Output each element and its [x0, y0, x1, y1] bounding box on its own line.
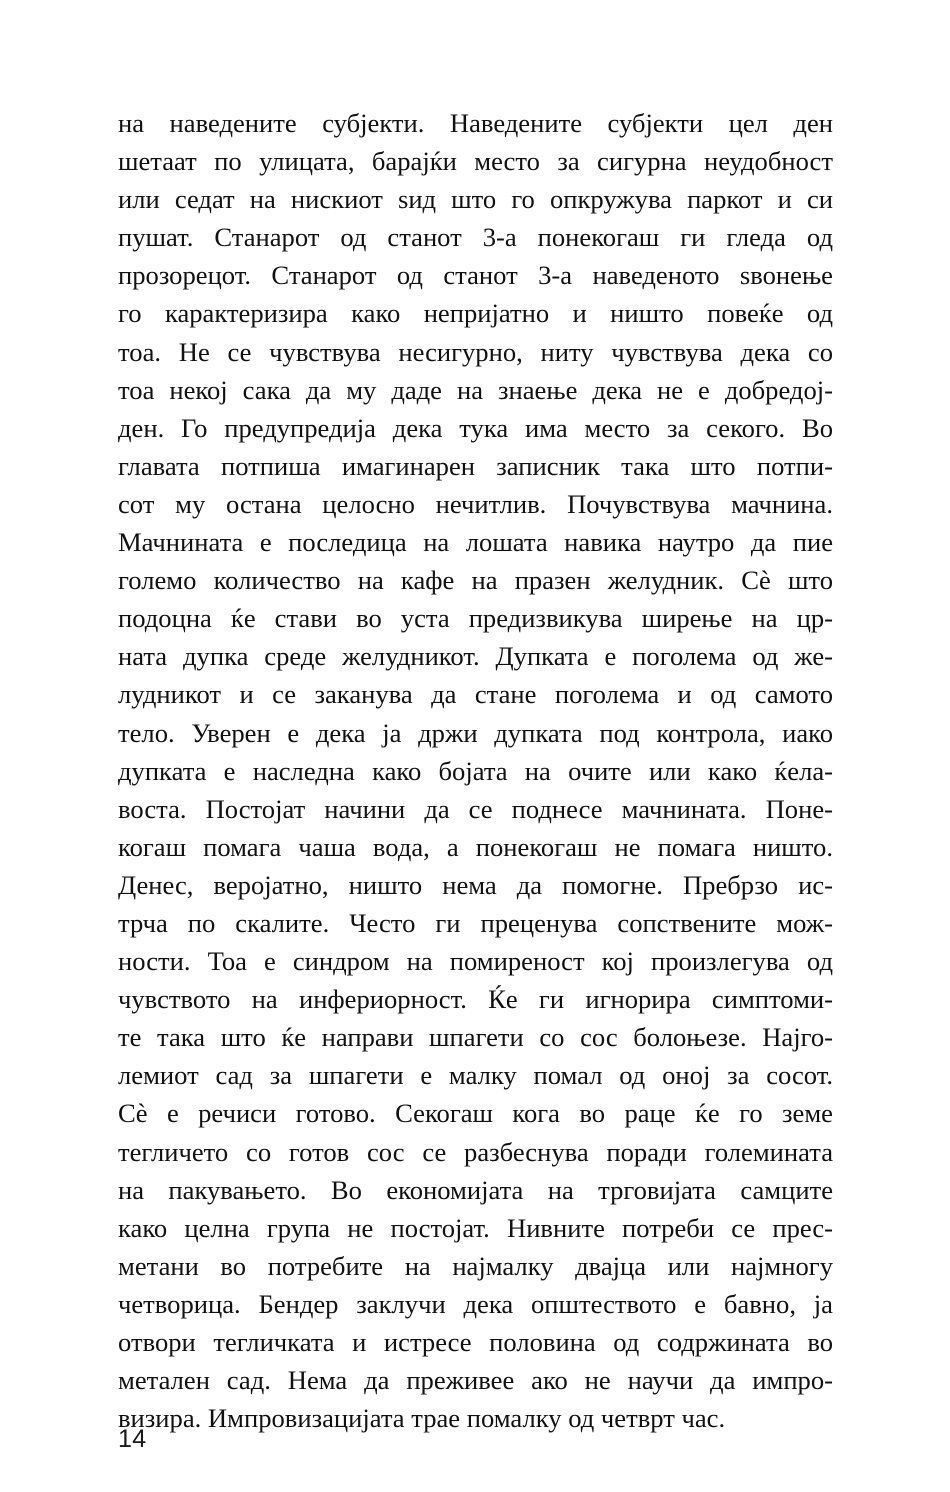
body-text-line: тоа некој сака да му даде на знаење дека не е добредој- — [118, 374, 833, 405]
body-text-line: го карактеризира како непријатно и ништо повеќе од — [118, 298, 833, 329]
body-text-line: метани во потребите на најмалку двајца или најмногу — [118, 1250, 833, 1281]
body-text-line: главата потпиша имагинарен записник така што потпи- — [118, 450, 833, 481]
body-text-line: подоцна ќе стави во уста предизвикува ширење на цр- — [118, 603, 833, 634]
body-text-line: четворица. Бендер заклучи дека општеството е бавно, ја — [118, 1288, 833, 1319]
body-text-line: те така што ќе направи шпагети со сос болоњезе. Најго- — [118, 1022, 833, 1053]
body-text-line: како целна група не постојат. Нивните потреби се прес- — [118, 1212, 833, 1243]
body-text-line: чувството на инфериорност. Ќе ги игнорира симптоми- — [118, 984, 833, 1015]
body-text-line: тело. Уверен е дека ја држи дупката под контрола, иако — [118, 717, 833, 748]
body-text-line: Сè е речиси готово. Секогаш кога во раце ќе го земе — [118, 1098, 833, 1129]
body-text-line: или седат на нискиот ѕид што го опкружува паркот и си — [118, 184, 833, 215]
body-text-line: сот му остана целосно нечитлив. Почувствува мачнина. — [118, 488, 833, 519]
body-text-line: Мачнината е последица на лошата навика наутро да пие — [118, 527, 833, 558]
body-text-line: когаш помага чаша вода, а понекогаш не помага ништо. — [118, 831, 833, 862]
body-text-line: трча по скалите. Често ги преценува сопствените мож- — [118, 907, 833, 938]
body-text-line: ден. Го предупредија дека тука има место за секого. Во — [118, 412, 833, 443]
body-text-line: Денес, веројатно, ништо нема да помогне. Пребрзо ис- — [118, 869, 833, 900]
body-text-line: ности. Тоа е синдром на помиреност кој произлегува од — [118, 946, 833, 977]
body-text-block — [118, 104, 833, 1437]
body-paragraph — [118, 104, 833, 1437]
body-text-line: шетаат по улицата, барајќи место за сигурна неудобност — [118, 146, 833, 177]
body-text-line: на наведените субјекти. Наведените субјекти цел ден — [118, 108, 833, 138]
body-text-line: визира. Импровизацијата трае помалку од четврт час. — [118, 1403, 726, 1434]
body-text-line: отвори тегличката и истресе половина од содржината во — [118, 1327, 833, 1357]
body-text-line: пушат. Станарот од станот 3-а понекогаш ги гледа од — [118, 222, 833, 253]
body-text-line: лудникот и се заканува да стане поголема и од самото — [118, 679, 833, 710]
body-text-line: дупката е наследна како бојата на очите или како ќела- — [118, 755, 833, 786]
body-text-line: тегличето со готов сос се разбеснува поради големината — [118, 1136, 833, 1167]
body-text-line: ната дупка среде желудникот. Дупката е поголема од же- — [118, 641, 833, 672]
page-number: 14 — [118, 1425, 147, 1453]
body-text-line: тоа. Не се чувствува несигурно, ниту чувствува дека со — [118, 336, 833, 367]
body-text-line: метален сад. Нема да преживее ако не научи да импро- — [118, 1365, 833, 1396]
body-text-line: на пакувањето. Во економијата на трговијата самците — [118, 1174, 833, 1205]
body-text-line: лемиот сад за шпагети е малку помал од оној за сосот. — [118, 1060, 833, 1091]
body-text-line: прозорецот. Станарот од станот 3-а наведеното ѕвонење — [118, 260, 833, 291]
body-text-line: големо количество на кафе на празен желудник. Сè што — [118, 565, 833, 596]
body-text-line: воста. Постојат начини да се поднесе мачнината. Поне- — [118, 793, 833, 824]
